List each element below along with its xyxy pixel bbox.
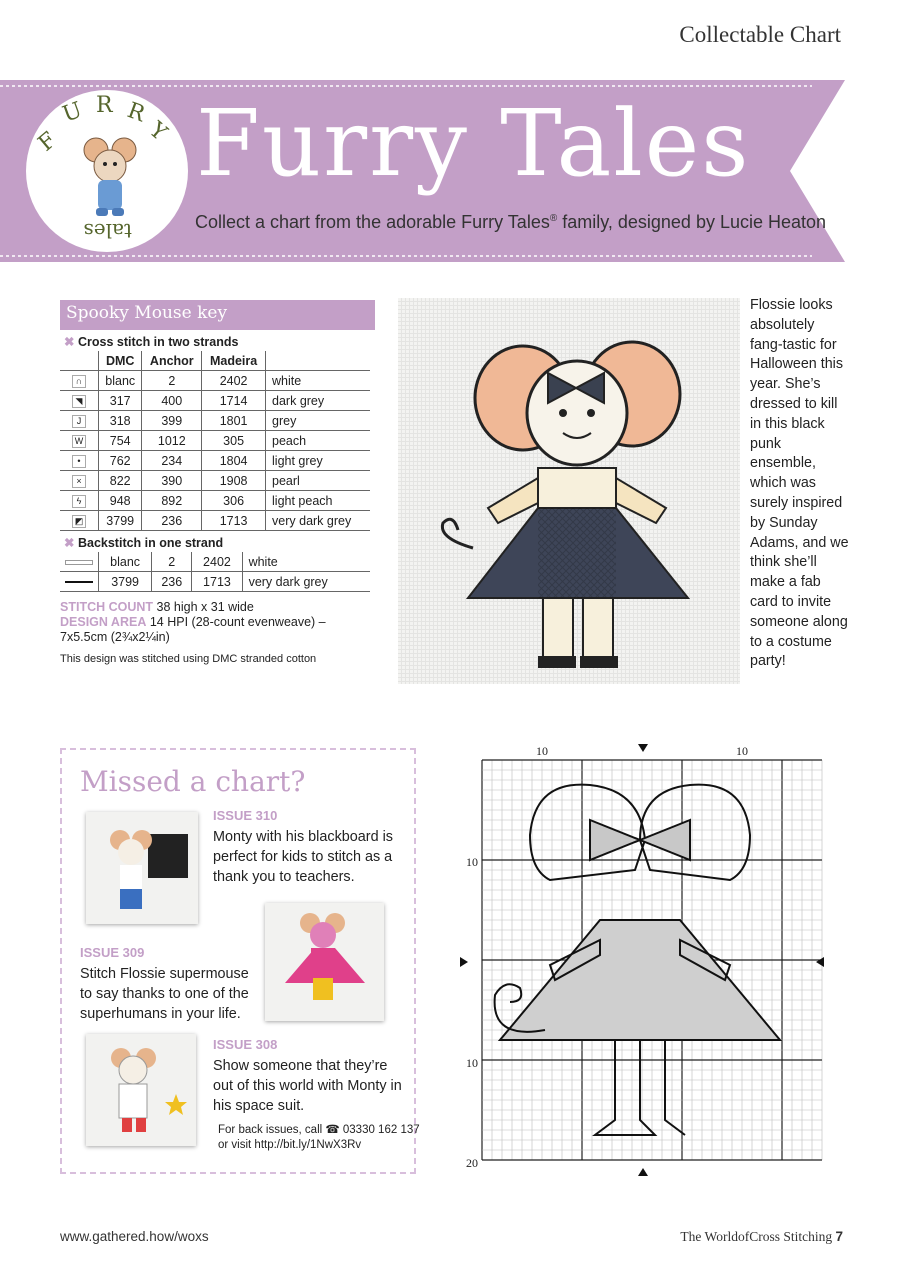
issue-308-text: Show someone that they’re out of this world with Monty in his space suit.: [213, 1058, 402, 1114]
cross-icon: ✖: [64, 536, 75, 550]
key-row: ϟ 948 892 306 light peach: [60, 491, 370, 511]
issue-310-thumbnail: [86, 812, 198, 924]
issue-309-text: Stitch Flossie supermouse to say thanks to one of the superhumans in your life.: [80, 966, 249, 1022]
issue-308-thumbnail: [86, 1034, 196, 1146]
issue-309-thumbnail: [265, 903, 384, 1021]
thread-note: This design was stitched using DMC stranded cotton: [60, 653, 317, 665]
issue-310-text: Monty with his blackboard is perfect for kids to stitch as a thank you to teachers.: [213, 829, 393, 885]
footer-magazine: The WorldofCross Stitching 7: [680, 1229, 843, 1244]
center-marker-icon: [816, 957, 824, 967]
center-marker-icon: [460, 957, 468, 967]
svg-text:U: U: [59, 97, 86, 128]
key-row: × 822 390 1908 pearl: [60, 471, 370, 491]
chart-row-label: 10: [466, 1056, 478, 1070]
stitch-symbol-icon: ◥: [72, 395, 86, 408]
stitch-symbol-icon: ϟ: [72, 495, 86, 508]
issue-309-label: ISSUE 309: [80, 945, 145, 960]
issue-310-label: ISSUE 310: [213, 808, 278, 823]
back-issues-link[interactable]: or visit http://bit.ly/1NwX3Rv: [218, 1139, 362, 1151]
backstitch-line-icon: [60, 572, 99, 592]
backstitch-line-icon: [60, 552, 99, 572]
chart-row-label: 10: [466, 855, 478, 869]
footer-url[interactable]: www.gathered.how/woxs: [60, 1229, 209, 1244]
photo-caption: Flossie looks absolutely fang-tastic for Halloween this year. She’s dressed to kill in this black punk ensemble, which was surely inspired by Sunday Adams, and we think she’ll make a fab card to invite someone along to a costume party!: [750, 297, 849, 670]
center-marker-icon: [638, 744, 648, 752]
svg-text:Y: Y: [144, 117, 172, 146]
cross-stitch-label: ✖ Cross stitch in two strands: [64, 335, 239, 349]
stitch-symbol-icon: ∩: [72, 375, 86, 388]
missed-title: Missed a chart?: [80, 765, 306, 798]
stitch-key: [60, 300, 375, 665]
issue-308-label: ISSUE 308: [213, 1037, 278, 1052]
stitch-symbol-icon: J: [72, 415, 86, 428]
backstitch-label: ✖ Backstitch in one strand: [64, 536, 224, 550]
cross-stitch-table: [60, 351, 370, 531]
chart-row-label: 20: [466, 1156, 478, 1170]
stitch-chart: [440, 740, 840, 1180]
key-row: 3799 236 1713 very dark grey: [60, 572, 370, 592]
svg-text:F: F: [33, 127, 62, 157]
page-title: Furry Tales: [196, 90, 751, 197]
stitch-count: STITCH COUNT 38 high x 31 wide DESIGN AREA 14 HPI (28-count evenweave) – 7x5.5cm (2¾x2¼in): [60, 600, 326, 644]
svg-text:tales: tales: [83, 219, 132, 243]
key-row: blanc 2 2402 white: [60, 552, 370, 572]
key-header-row: DMC Anchor Madeira: [60, 351, 370, 371]
cross-icon: ✖: [64, 335, 75, 349]
stitch-symbol-icon: ×: [72, 475, 86, 488]
page-number: 7: [835, 1229, 843, 1244]
chart-col-label: 10: [736, 744, 748, 758]
stitch-symbol-icon: •: [72, 455, 86, 468]
furry-tales-logo: [26, 90, 188, 252]
stitched-photo: [398, 298, 740, 684]
chart-col-label: 10: [536, 744, 548, 758]
stitch-symbol-icon: W: [72, 435, 86, 448]
page-subtitle: Collect a chart from the adorable Furry Tales® family, designed by Lucie Heaton: [195, 212, 827, 232]
key-row: W 754 1012 305 peach: [60, 431, 370, 451]
key-row: ∩ blanc 2 2402 white: [60, 371, 370, 391]
key-row: J 318 399 1801 grey: [60, 411, 370, 431]
key-row: ◥ 317 400 1714 dark grey: [60, 391, 370, 411]
key-title: Spooky Mouse key: [60, 300, 375, 330]
svg-text:R: R: [123, 98, 149, 128]
back-issues-info: For back issues, call ☎ 03330 162 137 or visit http://bit.ly/1NwX3Rv: [218, 1124, 420, 1151]
key-row: • 762 234 1804 light grey: [60, 451, 370, 471]
backstitch-table: [60, 552, 370, 592]
svg-text:R: R: [96, 93, 113, 118]
stitch-symbol-icon: ◩: [72, 515, 86, 528]
center-marker-icon: [638, 1168, 648, 1176]
section-label: Collectable Chart: [679, 22, 841, 47]
key-row: ◩ 3799 236 1713 very dark grey: [60, 511, 370, 531]
